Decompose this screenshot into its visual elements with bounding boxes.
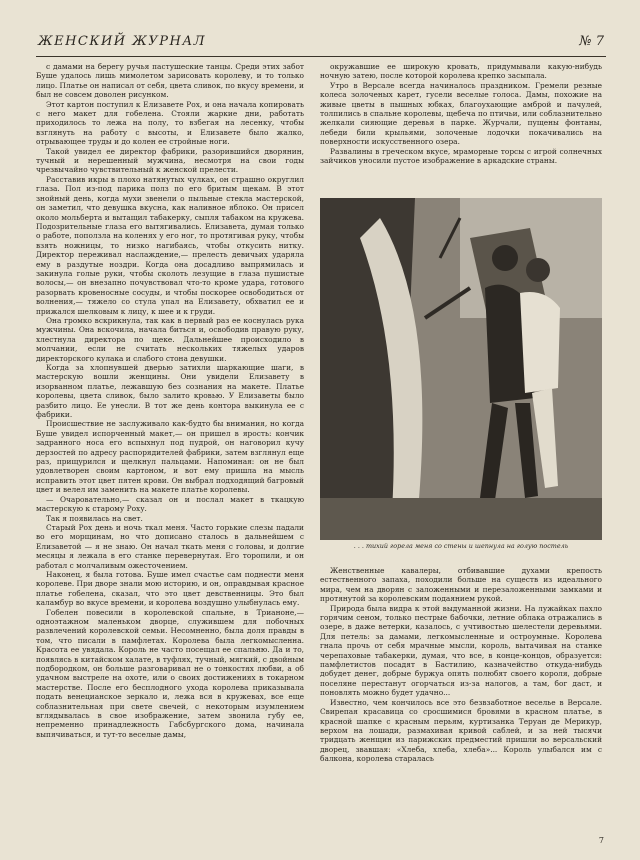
- illustration-caption: . . . тихий горела меня со стены и шепнула на голую постель: [353, 542, 569, 550]
- paragraph: Развалины в греческом вкусе, мраморные торсы с игрой солнечных зайчиков уносили пустое изображение в аркадские страны.: [320, 146, 602, 166]
- paragraph: Наконец, я была готова. Буше имел счастье сам поднести меня королеве. При дворе знали мою историю, и он, оправдывая красное платье гобелена, сказал, что это цвет девственницы. Это был каламбур во вкусе времени, и королева воздушно улыбнулась ему.: [36, 569, 304, 608]
- paragraph: Когда за хлопнувшей дверью затихли шаркающие шаги, в мастерскую вошли женщины. Они увидели Елизавету в изорванном платье, лежавшую без сознания на макете. Платье королевы, цвета сливок, было залито кровью. У Елизаветы было разбито лицо. Ее унесли. В тот же день контора выкинула ее с фабрики.: [36, 363, 304, 420]
- paragraph: Известно, чем кончилось все это безвзаботное веселье в Версале. Свирепая красавица со сросшимися бровями в красном платье, в красной шапке с красным перьям, куртизанка Теруан де Мерикур, верхом на лошади, размахивая кривой саблей, и за ней тысячи тридцать женщин из парижских предместий пришли во версальский дворец, звавшая: «Хлеба, хлеба, хлеба»... Король улыбался им с балкона, королева старалась: [320, 697, 602, 764]
- paragraph: Такой увидел ее директор фабрики, разорившийся дворянин, тучный и нерешенный мужчина, несмотря на свои годы чрезвычайно чувствительный к женской прелести.: [36, 146, 304, 175]
- paragraph: Женственные кавалеры, отбивавшие духами крепость естественного запаха, походили больше на существ из идеального мира, чем на дворян с заложенными и перезаложенными замками и протянутой за королевским подаянием рукой.: [320, 566, 602, 604]
- header-rule: [36, 56, 606, 57]
- paragraph: Гобелен повесили в королевской спальне, в Трианоне,— одноэтажном маленьком дворце, служившем для побочных развлечений королевской семьи. Несомненно, была доля правды в том, что писали в памфлетах. Королева была легкомысленна. Красота ее увядала. Король не часто посещал ее спальню. Да и то, появлясь в китайском халате, в туфлях, тучный, мягкий, с двойным подбородком, он больше разговаривал не о тонкостях любви, а об удачном выстреле на охоте, или о своих достижениях в токарном мастерстве. После его бесплодного ухода королева приказывала подать венецианское зеркало и, лежа вся в кружевах, все еще соблазнительная при свете свечей, с некоторым изумлением вглядывалась в свое изображение, затем звонила губу ее, непременно принадлежность Габсбургского дома, начинала выпячиваться, и тут-то веселые дамы,: [36, 607, 304, 739]
- paragraph: с дамами на берегу ручья пастушеские танцы. Среди этих забот Буше удалось лишь мимолетом зарисовать королеву, и то только лицо. Платье он написал от себя, цвета сливок, по вкусу времени, и был не совсем доволен рисунком.: [36, 62, 304, 100]
- illustration: [320, 198, 602, 540]
- right-column-bottom: [320, 566, 602, 832]
- paragraph: — Очаровательно,— сказал он и послал макет в ткацкую мастерскую к старому Роху.: [36, 494, 304, 514]
- paragraph: Природа была видра к этой выдуманной жизни. На лужайках пахло горячим сеном, только пестрые бабочки, летние облака отражались в озере, в даже ветерки, казалось, с учтивостью шелестели деревьями. Для петель: за дамами, легкомысленные и остроумные. Королева гнала прочь от себя мрачные мысли, король, вытачивая на станке черепаховые табакерки, думая, что все, в конце-концов, образуется: памфлетистов посадят в Бастилию, казначейство откуда-нибудь добудет денег, добрые буржуа опять полюбят своего короля, добрые поселяне перестанут огорчаться из-за налогов, а там, бог даст, и поновлять можно будет удачно...: [320, 603, 602, 698]
- left-column: [36, 62, 304, 832]
- paragraph: Расставив икры в плохо натянутых чулках, он страшно округлил глаза. Пол из-под парика полз по его бритым щекам. В этот знойный день, когда мухи звенели о пыльные стекла мастерской, он заметил, что девушка вкусна, как наливное яблоко. Он присел около мольберта и вытащил табакерку, сыпля табаком на кружева. Подозрительные глаза его вытягивались. Елизавета, думая только о работе, поползла на коленях у его ног, то протягивая руку, чтобы взять ножницы, то низко нагибаясь, чтобы откусить нитку. Директор переживал наслаждение,— прелесть девичьих ударяла ему в раздутые ноздри. Когда она досадливо выпрямилась и закинула голые руки, чтобы сколоть лезущие в глаза пушистые волосы,— он внезапно почувствовал что-то кроме удара, готового разорвать кровеносные сосуды, и чтобы поскорее освободиться от волнения,— тяжело со стула упал на Елизавету, обхватил ее и прижался шелковым к лицу, к шее и к груди.: [36, 174, 304, 316]
- paragraph: Она громко вскрикнула, так как в первый раз ее коснулась рука мужчины. Она вскочила, начала биться и, освободив правую руку, хлестнула директора по щеке. Дальнейшее происходило в молчании, если не считать нескольких тяжелых ударов директорского кулака и слабого стона девушки.: [36, 315, 304, 363]
- paragraph: Этот картон поступил к Елизавете Рох, и она начала копировать с него макет для гобелена. Стояли жаркие дни, работать приходилось то лежа на полу, то взбегая на лесенку, чтобы взглянуть на работу с высоты, и Елизавете было жалко, отрывающее труды и до колен ее стройные ноги.: [36, 99, 304, 147]
- paragraph: Так я появилась на свет.: [46, 513, 143, 523]
- paragraph: Старый Рох день и ночь ткал меня. Часто горькие слезы падали во его морщинам, но что дописано сталось в дальнейшем с Елизаветой — я не знаю. Он начал ткать меня с головы, и долгие месяцы я лежала в его станке перевернутая. Его торопили, и он работал с молчаливым ожесточением.: [36, 522, 304, 570]
- paragraph: Происшествие не заслуживало как-будто бы внимания, но когда Буше увидел испорченный макет,— он пришел в ярость: кончик задранного носа его вспыхнул под пудрой, он наговорил кучу дерзостей по адресу распорядителей фабрики, затем взглянул еще раз, прищурился и щелкнул пальцами. Напоминая: он не был удовлетворен своим картоном, и вот ему пришла на мысль исправить этот цвет пятен крови. Он выбрал подходящий багровый цвет и велел им заменить на макете платье королевы.: [36, 419, 304, 495]
- illustration-drawing: [320, 198, 602, 540]
- paragraph: Утро в Версале всегда начиналось праздником. Гремели резные колеса золоченых карет, гусели веселые голоса. Дамы, похожие на живые цветы в пышных юбках, благоухающие амброй и пачулей, толпились в спальне королевы, щебеча по птичьи, или соблазнительно желкали сияющие деревья в парке. Журчали, пущены фонтаны, лебеди били крыльями, золоченые лодочки покачивались на поверхности искусственного озера.: [320, 80, 602, 147]
- right-column-top: [320, 62, 602, 194]
- issue-number: № 7: [579, 34, 604, 49]
- paragraph: окружавшие ее широкую кровать, придумывали какую-нибудь ночную затею, после которой королева крепко засыпала.: [320, 62, 602, 81]
- page-number: 7: [598, 836, 604, 845]
- magazine-title: ЖЕНСКИЙ ЖУРНАЛ: [38, 34, 207, 49]
